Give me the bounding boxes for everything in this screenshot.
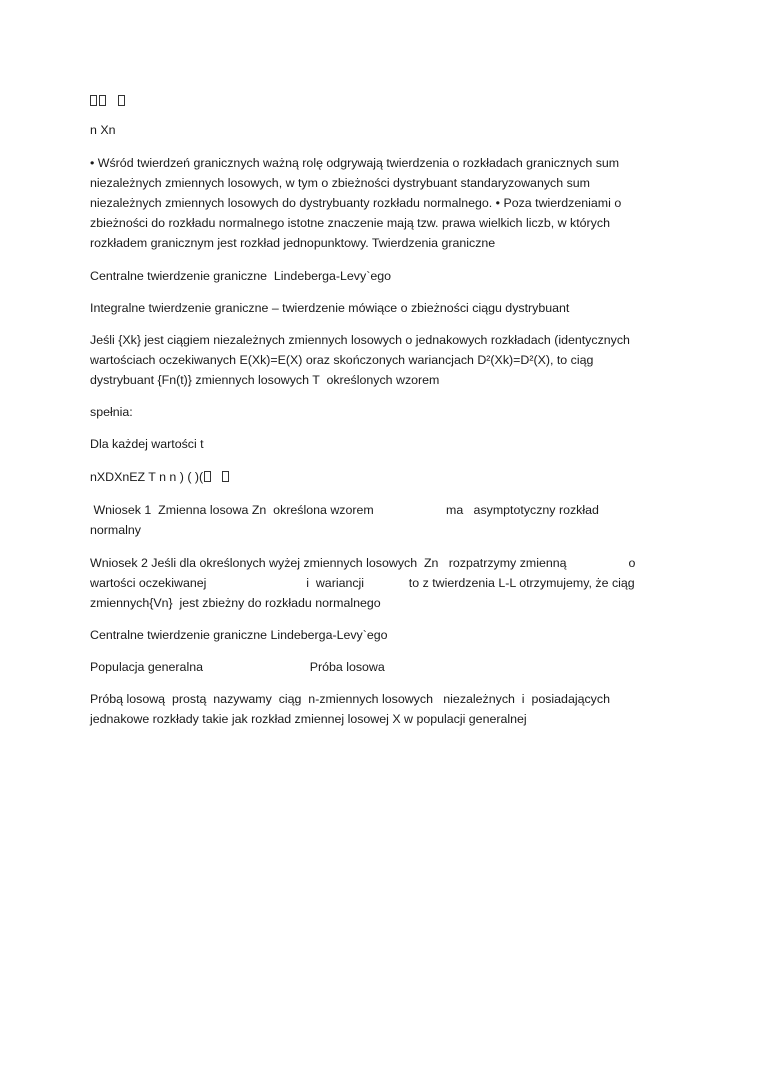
missing-glyph-row [90, 92, 127, 106]
integral-limit-theorem-line: Integralne twierdzenie graniczne – twierdzenie mówiące o zbieżności ciągu dystrybuant [90, 301, 570, 315]
corollary-1-line-2: normalny [90, 523, 141, 537]
corollary-2-line-3: zmiennych{Vn} jest zbieżny do rozkładu normalnego [90, 596, 381, 610]
paragraph-intro-line-3: niezależnych zmiennych losowych do dystrybuanty rozkładu normalnego. • Poza twierdzeniami o [90, 196, 622, 210]
missing-glyph-icon [90, 95, 97, 106]
formula-fragment-line [90, 467, 230, 487]
paragraph-if-line-3: dystrybuant {Fn(t)} zmiennych losowych T określonych wzorem [90, 373, 440, 387]
heading-central-limit-theorem-2: Centralne twierdzenie graniczne Lindeberga-Levy`ego [90, 628, 388, 642]
for-every-t-line: Dla każdej wartości t [90, 437, 204, 451]
paragraph-intro-line-5: rozkładem granicznym jest rozkład jednopunktowy. Twierdzenia graniczne [90, 236, 496, 250]
corollary-2-line-2: wartości oczekiwanej i wariancji to z twierdzenia L-L otrzymujemy, że ciąg [90, 576, 635, 590]
missing-glyph-icon [118, 95, 125, 106]
missing-glyph-icon [99, 95, 106, 106]
heading-central-limit-theorem: Centralne twierdzenie graniczne Lindeberga-Levy`ego [90, 269, 391, 283]
simple-random-sample-line-1: Próbą losową prostą nazywamy ciąg n-zmiennych losowych niezależnych i posiadających [90, 692, 610, 706]
missing-glyph-icon [204, 471, 211, 482]
corollary-2-line-1: Wniosek 2 Jeśli dla określonych wyżej zmiennych losowych Zn rozpatrzymy zmienną o [90, 556, 636, 570]
missing-glyph-icon [222, 471, 229, 482]
paragraph-intro-line-4: zbieżności do rozkładu normalnego istotne znaczenie mają tzw. prawa wielkich liczb, w których [90, 216, 610, 230]
paragraph-if-line-1: Jeśli {Xk} jest ciągiem niezależnych zmiennych losowych o jednakowych rozkładach (identycznych [90, 333, 630, 347]
paragraph-intro-line-1: • Wśród twierdzeń granicznych ważną rolę odgrywają twierdzenia o rozkładach granicznych sum [90, 156, 620, 170]
formula-fragment-text: nXDXnEZ T n n ) ( )( [90, 470, 204, 484]
simple-random-sample-line-2: jednakowe rozkłady takie jak rozkład zmiennej losowej X w populacji generalnej [90, 712, 527, 726]
corollary-1-line-1: Wniosek 1 Zmienna losowa Zn określona wzorem ma asymptotyczny rozkład [90, 503, 599, 517]
population-sample-line: Populacja generalna Próba losowa [90, 660, 385, 674]
satisfies-line: spełnia: [90, 405, 133, 419]
paragraph-intro-line-2: niezależnych zmiennych losowych, w tym o zbieżności dystrybuant standaryzowanych sum [90, 176, 590, 190]
paragraph-if-line-2: wartościach oczekiwanych E(Xk)=E(X) oraz skończonych wariancjach D²(Xk)=D²(X), to ciąg [90, 353, 594, 367]
formula-fragment-nxn: n Xn [90, 123, 116, 137]
